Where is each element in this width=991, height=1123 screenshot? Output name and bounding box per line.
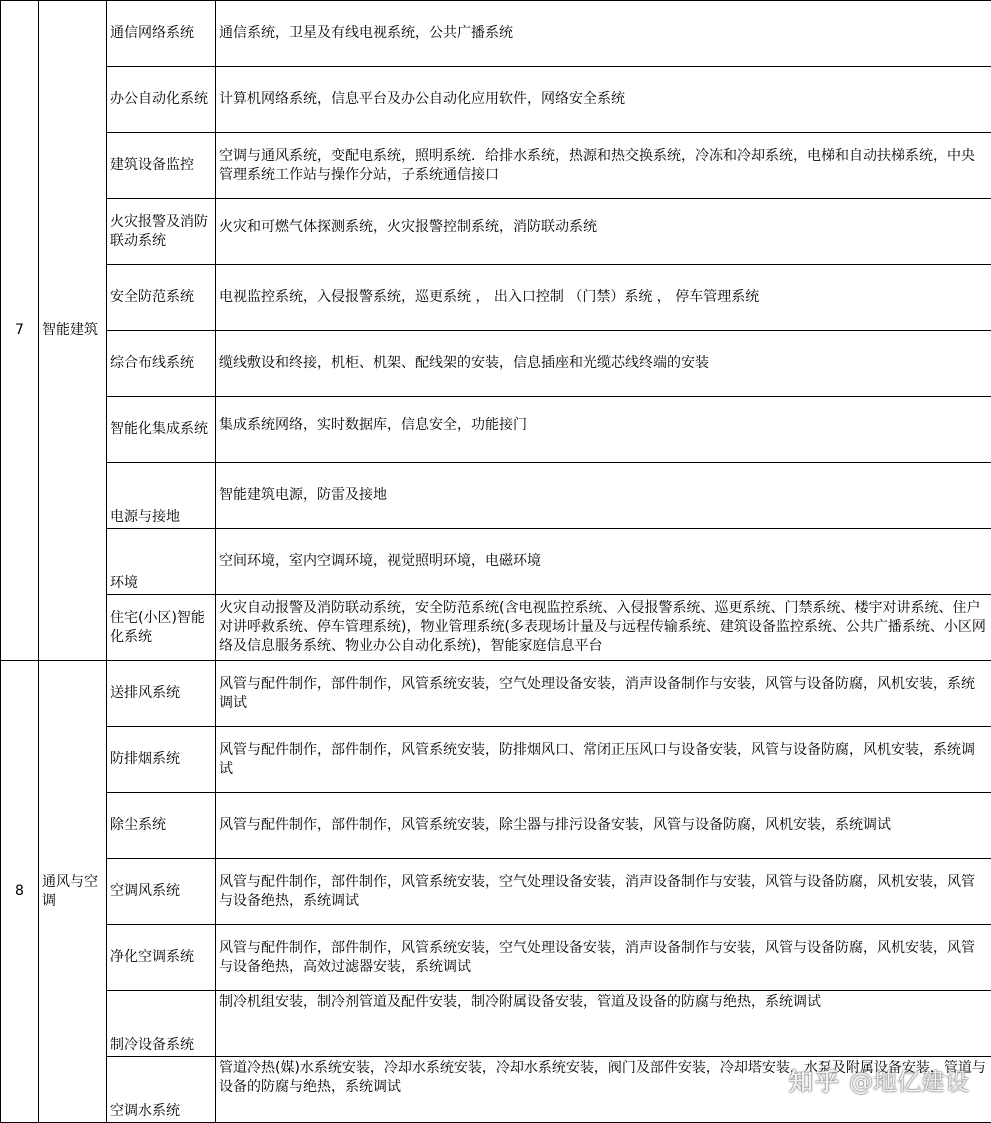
subsystem-name: 住宅(小区)智能化系统 [107, 595, 216, 661]
subsystem-description: 风管与配件制作，部件制作，风管系统安装，防排烟风口、常闭正压风口与设备安装，风管与设备防腐，风机安装，系统调试 [216, 727, 991, 793]
subsystem-name: 建筑设备监控 [107, 133, 216, 199]
table-row [1, 529, 991, 595]
subsystem-description: 通信系统，卫星及有线电视系统，公共广播系统 [216, 1, 991, 67]
subsystem-description: 风管与配件制作，部件制作，风管系统安装，空气处理设备安装，消声设备制作与安装，风管与设备防腐，风机安装，风管与设备绝热，高效过滤器安装，系统调试 [216, 925, 991, 991]
subsystem-description: 火灾和可燃气体探测系统，火灾报警控制系统，消防联动系统 [216, 199, 991, 265]
subsystem-description: 制冷机组安装，制冷剂管道及配件安装，制冷附属设备安装，管道及设备的防腐与绝热，系统调试 [216, 991, 991, 1057]
subsystem-name: 净化空调系统 [107, 925, 216, 991]
table-row [1, 1, 991, 67]
subsystem-description: 管道冷热(媒)水系统安装，冷却水系统安装，冷却水系统安装，阀门及部件安装，冷却塔安装，水泵及附属设备安装，管道与设备的防腐与绝热，系统调试 [216, 1057, 991, 1123]
subsystem-description: 风管与配件制作，部件制作，风管系统安装，空气处理设备安装，消声设备制作与安装，风管与设备防腐，风机安装，系统调试 [216, 661, 991, 727]
subsystem-description: 电视监控系统，入侵报警系统，巡更系统 ， 出入口控制 （门禁）系统 ， 停车管理系统 [216, 265, 991, 331]
subsystem-name: 环境 [107, 529, 216, 595]
table-row [1, 991, 991, 1057]
watermark [789, 1062, 969, 1097]
zhihu-logo-text: 知乎 [789, 1068, 841, 1096]
table-row [1, 133, 991, 199]
subsystem-description: 空调与通风系统，变配电系统，照明系统．给排水系统，热源和热交换系统，冷冻和冷却系统，电梯和自动扶梯系统，中央管理系统工作站与操作分站，子系统通信接口 [216, 133, 991, 199]
table-row [1, 595, 991, 661]
table-row [1, 397, 991, 463]
subsystem-description: 计算机网络系统，信息平台及办公自动化应用软件，网络安全系统 [216, 67, 991, 133]
subsystem-name: 空调风系统 [107, 859, 216, 925]
table-row [1, 265, 991, 331]
subsystem-name: 办公自动化系统 [107, 67, 216, 133]
subsystem-description: 缆线敷设和终接，机柜、机架、配线架的安装，信息插座和光缆芯线终端的安装 [216, 331, 991, 397]
table-row [1, 727, 991, 793]
section-number: 8 [1, 661, 39, 1123]
subsystem-name: 制冷设备系统 [107, 991, 216, 1057]
table-row [1, 67, 991, 133]
subsystem-name: 火灾报警及消防联动系统 [107, 199, 216, 265]
table-row [1, 463, 991, 529]
subsystem-name: 除尘系统 [107, 793, 216, 859]
table-row [1, 793, 991, 859]
subsystem-description: 风管与配件制作，部件制作，风管系统安装，空气处理设备安装，消声设备制作与安装，风管与设备防腐，风机安装，风管与设备绝热，系统调试 [216, 859, 991, 925]
section-number: 7 [1, 1, 39, 661]
subsystem-name: 空调水系统 [107, 1057, 216, 1123]
subsystem-name: 送排风系统 [107, 661, 216, 727]
table-row [1, 661, 991, 727]
watermark-author: @地亿建设 [849, 1068, 969, 1096]
subsystem-description: 风管与配件制作，部件制作，风管系统安装，除尘器与排污设备安装，风管与设备防腐，风机安装，系统调试 [216, 793, 991, 859]
subsystem-description: 火灾自动报警及消防联动系统，安全防范系统(含电视监控系统、入侵报警系统、巡更系统、门禁系统、楼宇对讲系统、住户对讲呼救系统、停车管理系统)，物业管理系统(多表现场计量及与远程传输系统、建筑设备监控系统、公共广播系统、小区网络及信息服务系统、物业办公自动化系统)，智能家庭信息平台 [216, 595, 991, 661]
section-category: 通风与空调 [39, 661, 107, 1123]
table-row [1, 859, 991, 925]
subsystem-name: 电源与接地 [107, 463, 216, 529]
table-row [1, 199, 991, 265]
subsystem-name: 综合布线系统 [107, 331, 216, 397]
subsystem-name: 防排烟系统 [107, 727, 216, 793]
subsystem-description: 集成系统网络，实时数据库，信息安全，功能接门 [216, 397, 991, 463]
subsystem-name: 安全防范系统 [107, 265, 216, 331]
subsystem-description: 智能建筑电源，防雷及接地 [216, 463, 991, 529]
section-category: 智能建筑 [39, 1, 107, 661]
subsystem-name: 智能化集成系统 [107, 397, 216, 463]
subsystem-name: 通信网络系统 [107, 1, 216, 67]
subsystem-description: 空间环境，室内空调环境，视觉照明环境，电磁环境 [216, 529, 991, 595]
table-row [1, 331, 991, 397]
table-row [1, 925, 991, 991]
